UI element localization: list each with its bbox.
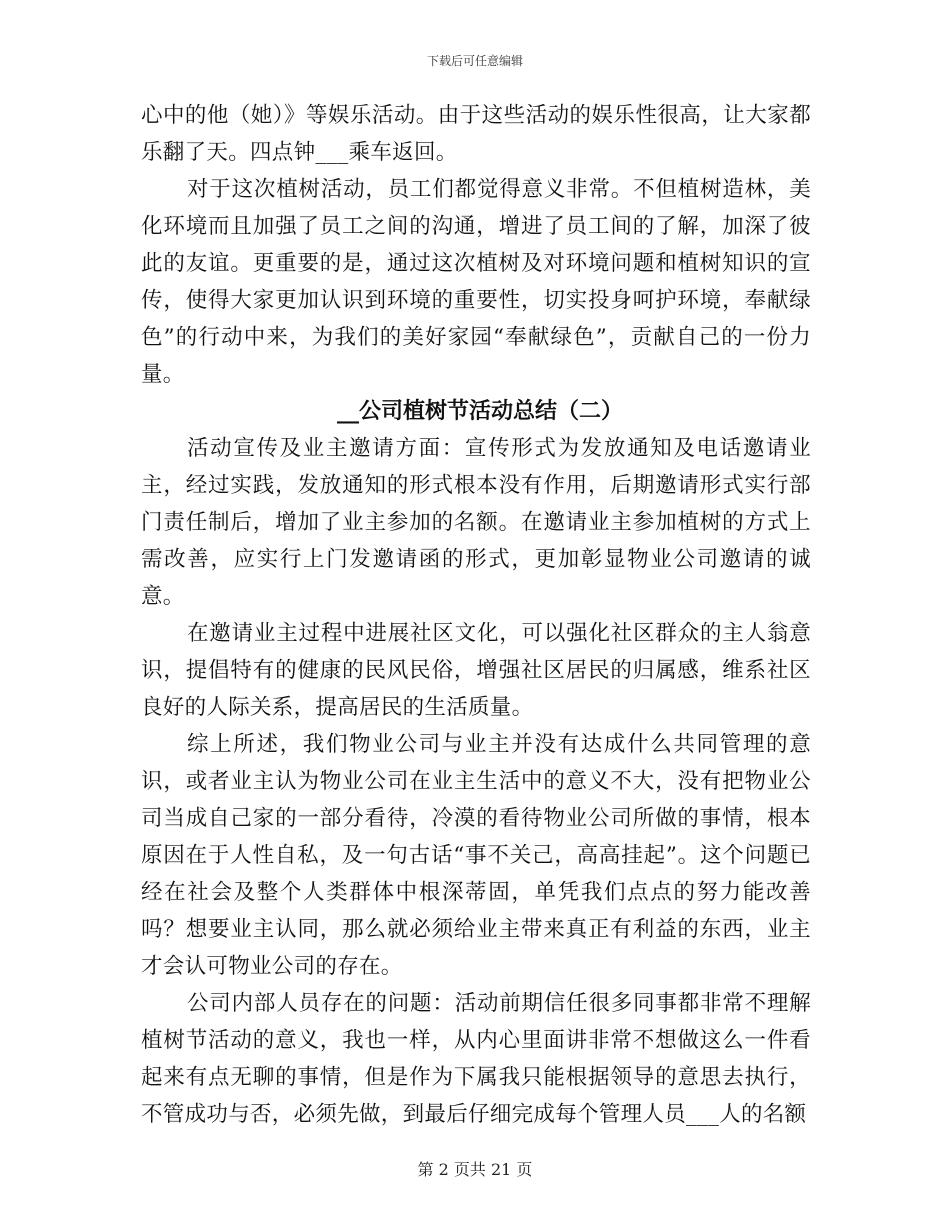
paragraph-community-culture: 在邀请业主过程中进展社区文化，可以强化社区群众的主人翁意识，提倡特有的健康的民风民俗，增强社区居民的归属感，维系社区良好的人际关系，提高居民的生活质量。	[141, 621, 811, 720]
paragraph-promotion-invitation: 活动宣传及业主邀请方面：宣传形式为发放通知及电话邀请业主，经过实践，发放通知的形式根本没有作用，后期邀请形式实行部门责任制后，增加了业主参加的名额。在邀请业主参加植树的方式上需改善，应实行上门发邀请函的形式，更加彰显物业公司邀请的诚意。	[141, 436, 811, 609]
page-header: 下载后可任意编辑	[426, 54, 523, 68]
paragraph-internal-issues: 公司内部人员存在的问题：活动前期信任很多同事都非常不理解植树节活动的意义，我也一样，从内心里面讲非常不想做这么一件看起来有点无聊的事情，但是作为下属我只能根据领导的意思去执行，不管成功与否，必须先做，到最后仔细完成每个管理人员___人的名额	[141, 991, 811, 1127]
paragraph-summary: 综上所述，我们物业公司与业主并没有达成什么共同管理的意识，或者业主认为物业公司在业主生活中的意义不大，没有把物业公司当成自己家的一部分看待，冷漠的看待物业公司所做的事情，根本原因在于人性自私，及一句古话“事不关己，高高挂起”。这个问题已经在社会及整个人类群体中根深蒂固，单凭我们点点的努力能改善吗？想要业主认同，那么就必须给业主带来真正有利益的东西，业主才会认可物业公司的存在。	[141, 732, 811, 979]
page-footer: 第 2 页共 21 页	[417, 1160, 533, 1179]
paragraph-tree-planting-meaning: 对于这次植树活动，员工们都觉得意义非常。不但植树造林，美化环境而且加强了员工之间的沟通，增进了员工间的了解，加深了彼此的友谊。更重要的是，通过这次植树及对环境问题和植树知识的宣传，使得大家更加认识到环境的重要性，切实投身呵护环境，奉献绿色”的行动中来，为我们的美好家园“奉献绿色”，贡献自己的一份力量。	[141, 177, 811, 387]
paragraph-continuation: 心中的他（她）》等娱乐活动。由于这些活动的娱乐性很高，让大家都乐翻了天。四点钟___乘车返回。	[141, 103, 811, 165]
document-body	[141, 97, 811, 1133]
section-title: __公司植树节活动总结（二）	[336, 398, 623, 424]
